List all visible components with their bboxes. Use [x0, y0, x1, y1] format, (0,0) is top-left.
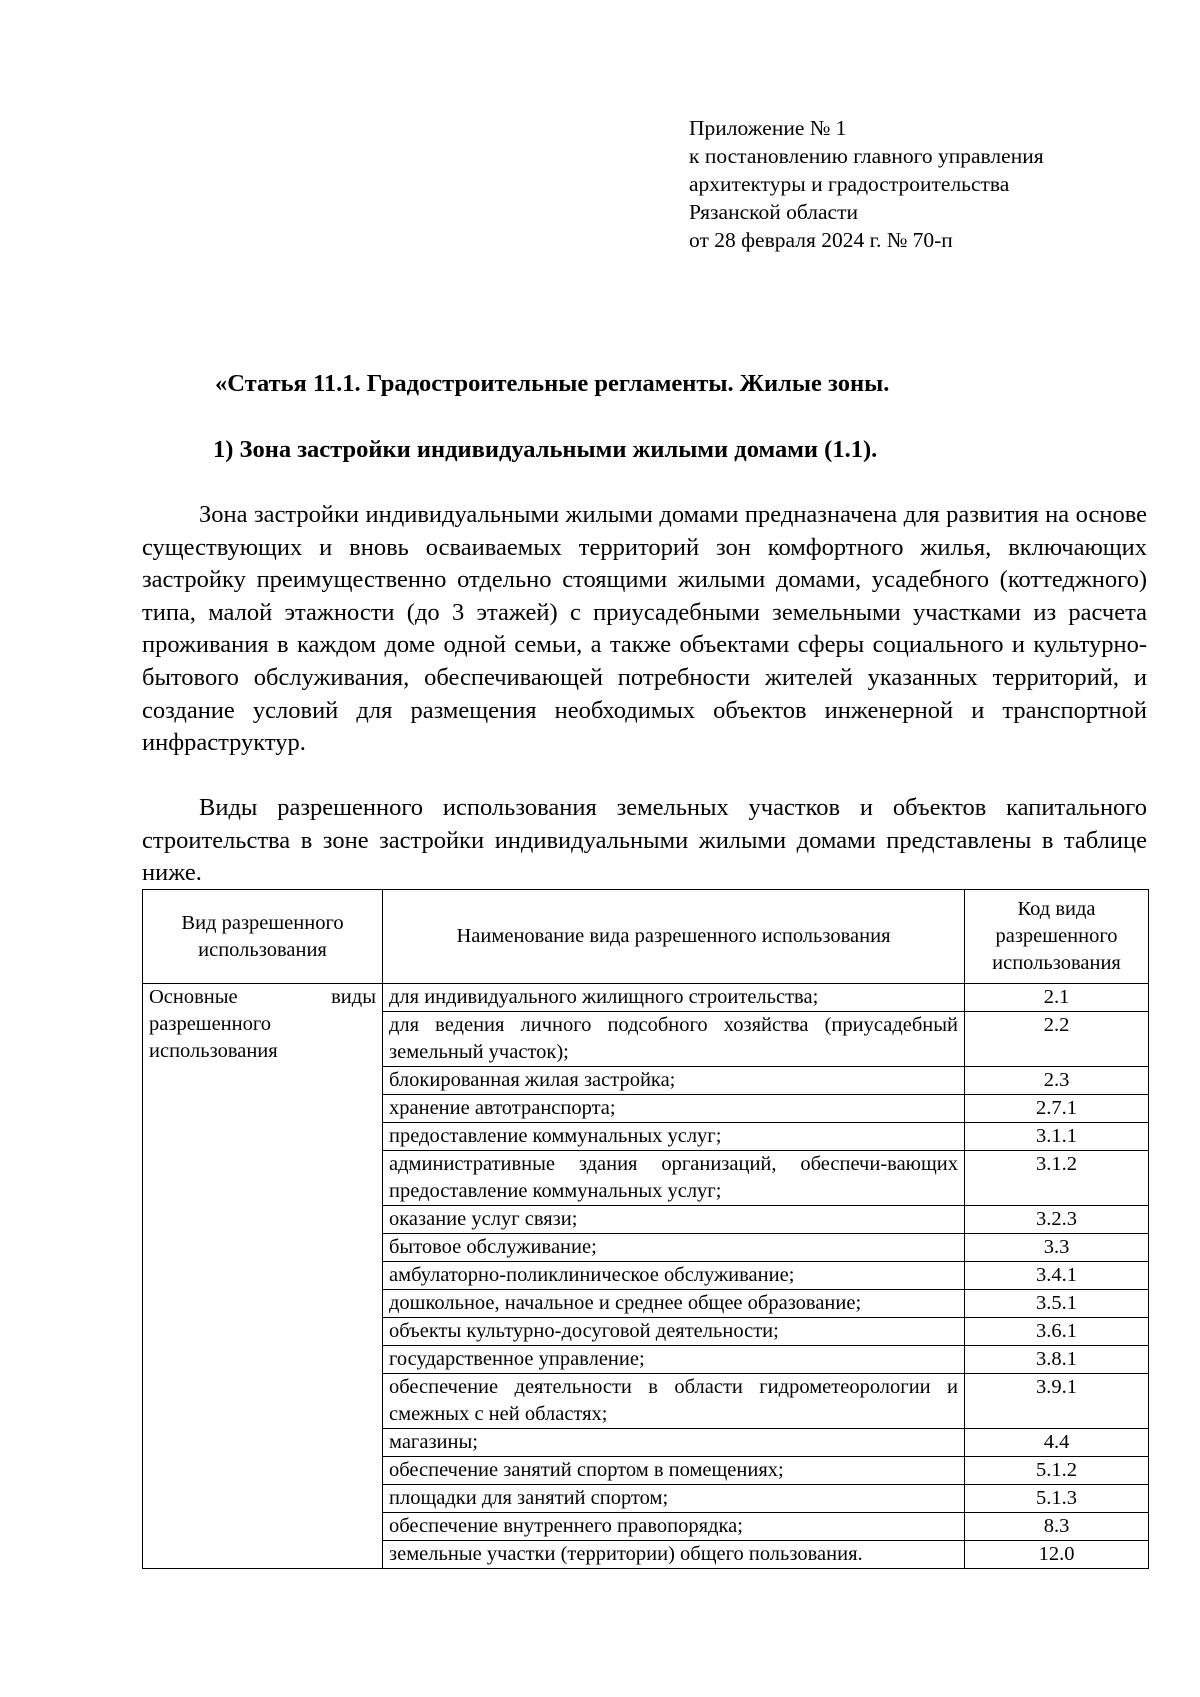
appendix-block	[689, 114, 1169, 254]
use-name-cell: государственное управление;	[383, 1346, 965, 1374]
use-code-cell: 3.6.1	[965, 1318, 1149, 1346]
use-name-cell: предоставление коммунальных услуг;	[383, 1123, 965, 1151]
use-name-cell: блокированная жилая застройка;	[383, 1067, 965, 1095]
use-code-cell: 5.1.3	[965, 1485, 1149, 1513]
use-name-cell: земельные участки (территории) общего пользования.	[383, 1541, 965, 1569]
use-name-cell: дошкольное, начальное и среднее общее образование;	[383, 1290, 965, 1318]
appendix-line: Приложение № 1	[689, 116, 847, 140]
appendix-line: архитектуры и градостроительства	[689, 172, 1010, 196]
header-use-name: Наименование вида разрешенного использования	[383, 890, 965, 984]
use-code-cell: 3.3	[965, 1234, 1149, 1262]
use-name-cell: обеспечение деятельности в области гидрометеорологии и смежных с ней областях;	[383, 1374, 965, 1429]
use-name-cell: хранение автотранспорта;	[383, 1095, 965, 1123]
use-name-cell: обеспечение занятий спортом в помещениях;	[383, 1457, 965, 1485]
use-code-cell: 3.5.1	[965, 1290, 1149, 1318]
appendix-line: Рязанской области	[689, 200, 858, 224]
paragraph-text: Виды разрешенного использования земельных участков и объектов капитального строительства в зоне застройки индивидуальными жилыми домами представлены в таблице ниже.	[142, 794, 1147, 887]
header-use-code: Код вида разрешенного использования	[965, 890, 1149, 984]
appendix-line: к постановлению главного управления	[689, 144, 1044, 168]
table-intro-paragraph	[142, 792, 1147, 890]
use-name-cell: оказание услуг связи;	[383, 1206, 965, 1234]
use-name-cell: объекты культурно-досуговой деятельности;	[383, 1318, 965, 1346]
article-title: «Статья 11.1. Градостроительные регламенты. Жилые зоны.	[215, 370, 890, 397]
use-code-cell: 2.1	[965, 984, 1149, 1012]
table-row	[143, 984, 1149, 1012]
use-name-cell: обеспечение внутреннего правопорядка;	[383, 1513, 965, 1541]
use-code-cell: 3.9.1	[965, 1374, 1149, 1429]
use-code-cell: 4.4	[965, 1429, 1149, 1457]
table-body	[143, 984, 1149, 1569]
use-code-cell: 2.2	[965, 1012, 1149, 1067]
use-code-cell: 3.1.1	[965, 1123, 1149, 1151]
use-code-cell: 8.3	[965, 1513, 1149, 1541]
use-code-cell: 3.8.1	[965, 1346, 1149, 1374]
use-code-cell: 12.0	[965, 1541, 1149, 1569]
appendix-line: от 28 февраля 2024 г. № 70-п	[689, 228, 953, 252]
permitted-uses-table	[142, 889, 1149, 1569]
zone-title: 1) Зона застройки индивидуальными жилыми домами (1.1).	[213, 436, 878, 463]
use-code-cell: 2.3	[965, 1067, 1149, 1095]
use-code-cell: 5.1.2	[965, 1457, 1149, 1485]
use-code-cell: 2.7.1	[965, 1095, 1149, 1123]
use-code-cell: 3.4.1	[965, 1262, 1149, 1290]
use-name-cell: для индивидуального жилищного строительства;	[383, 984, 965, 1012]
use-code-cell: 3.1.2	[965, 1151, 1149, 1206]
paragraph-text: Зона застройки индивидуальными жилыми домами предназначена для развития на основе существующих и вновь осваиваемых территорий зон комфортного жилья, включающих застройку преимущественно отдельно стоящими жилыми домами, усадебного (коттеджного) типа, малой этажности (до 3 этажей) с приусадебными земельными участками из расчета проживания в каждом доме одной семьи, а также объектами сферы социального и культурно-бытового обслуживания, обеспечивающей потребности жителей указанных территорий, и создание условий для размещения необходимых объектов инженерной и транспортной инфраструктур.	[142, 501, 1147, 757]
use-name-cell: для ведения личного подсобного хозяйства (приусадебный земельный участок);	[383, 1012, 965, 1067]
header-use-type: Вид разрешенного использования	[143, 890, 383, 984]
use-name-cell: площадки для занятий спортом;	[383, 1485, 965, 1513]
use-name-cell: административные здания организаций, обеспечи-вающих предоставление коммунальных услуг;	[383, 1151, 965, 1206]
use-name-cell: магазины;	[383, 1429, 965, 1457]
use-name-cell: амбулаторно-поликлиническое обслуживание;	[383, 1262, 965, 1290]
description-paragraph	[142, 499, 1147, 760]
group-label-cell: Основные виды разрешенного использования	[143, 984, 383, 1569]
use-name-cell: бытовое обслуживание;	[383, 1234, 965, 1262]
table-header-row	[143, 890, 1149, 984]
use-code-cell: 3.2.3	[965, 1206, 1149, 1234]
